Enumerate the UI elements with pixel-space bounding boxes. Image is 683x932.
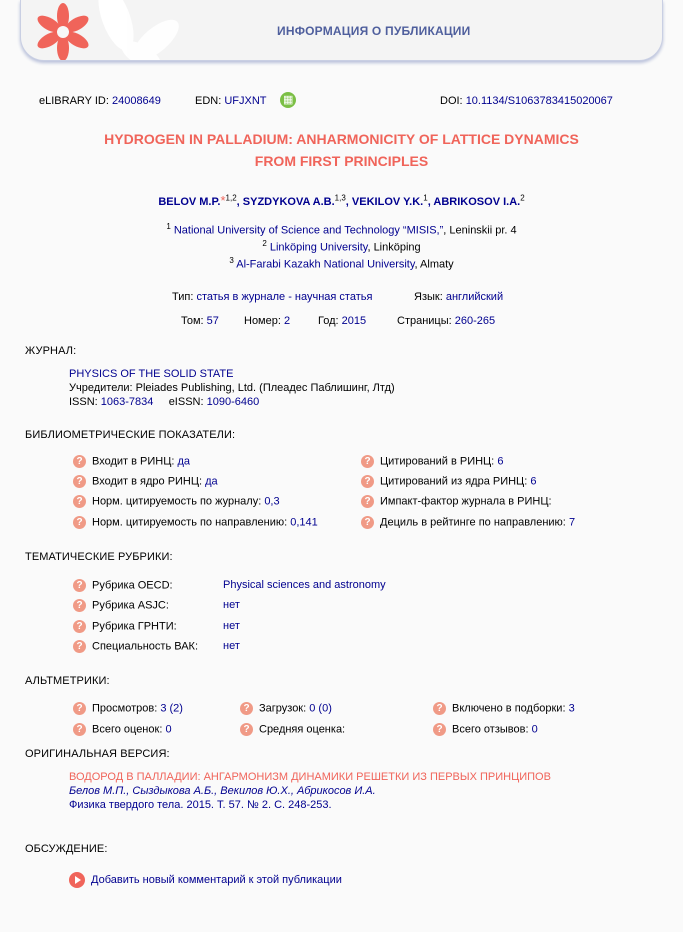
downloads-label: Загрузок: [259, 702, 307, 715]
biblio-value: да [177, 455, 191, 468]
play-arrow-icon[interactable] [69, 872, 85, 888]
corresponding-author-star-icon: * [220, 193, 226, 208]
help-icon[interactable]: ? [361, 516, 374, 529]
affiliation-org-link[interactable]: National University of Science and Technology “MISIS,” [173, 224, 444, 237]
biblio-value[interactable]: 6 [497, 455, 504, 468]
rubric-item [73, 579, 386, 592]
biblio-label: Входит в РИНЦ: [92, 455, 175, 468]
biblio-value: 0,3 [264, 495, 280, 508]
help-icon[interactable]: ? [73, 516, 86, 529]
author-link[interactable]: SYZDYKOVA A.B. [242, 196, 335, 208]
title-line-1: HYDROGEN IN PALLADIUM: ANHARMONICITY OF LATTICE DYNAMICS [104, 131, 579, 147]
num-value[interactable]: 2 [283, 315, 291, 327]
affiliation-place: , Leninskii pr. 4 [443, 224, 517, 237]
author-affil-sup: 1,3 [334, 193, 346, 203]
biblio-item [73, 495, 280, 508]
affiliation-org-link[interactable]: Al-Farabi Kazakh National University [236, 258, 415, 271]
page-header [20, 0, 663, 61]
discussion-heading: ОБСУЖДЕНИЕ: [25, 843, 108, 855]
year-label: Год: [318, 315, 339, 327]
original-title-link[interactable]: ВОДОРОД В ПАЛЛАДИИ: АНГАРМОНИЗМ ДИНАМИКИ РЕШЕТКИ ИЗ ПЕРВЫХ ПРИНЦИПОВ [69, 771, 551, 783]
help-icon[interactable]: ? [361, 475, 374, 488]
altmetric-views [73, 702, 183, 715]
biblio-label: Дециль в рейтинге по направлению: [380, 516, 566, 529]
original-authors: Белов М.П., Сыздыкова А.Б., Векилов Ю.Х., Абрикосов И.А. [69, 785, 376, 797]
elibrary-id-label: eLIBRARY ID: [39, 95, 109, 107]
author-list: BELOV M.P.*$^{1,2}$, SYZDYKOVA A.B.$^{1,3}$, VEKILOV Y.K.$^1$, ABRIKOSOV I.A.$^2$ [158, 193, 525, 208]
language [414, 291, 503, 303]
founders-value: Pleiades Publishing, Ltd. (Плеадес Паблишинг, Лтд) [135, 382, 395, 394]
year-value[interactable]: 2015 [341, 315, 367, 327]
elibrary-id [39, 95, 161, 107]
affiliation [0, 222, 683, 237]
author-link[interactable]: ABRIKOSOV I.A. [433, 196, 521, 208]
help-icon[interactable]: ? [73, 640, 86, 653]
altmetric-average [240, 723, 345, 736]
type-value: статья в журнале - научная статья [196, 291, 373, 303]
help-icon[interactable]: ? [73, 455, 86, 468]
biblio-label: Цитирований в РИНЦ: [380, 455, 495, 468]
num-label: Номер: [244, 315, 281, 327]
publication-type [172, 291, 372, 303]
add-comment-link[interactable] [69, 872, 342, 888]
biblio-label: Входит в ядро РИНЦ: [92, 475, 203, 488]
volume [181, 315, 219, 327]
vol-value[interactable]: 57 [206, 315, 219, 327]
eissn-value: 1090-6460 [206, 396, 260, 408]
help-icon[interactable]: ? [73, 475, 86, 488]
reviews-value: 0 [531, 723, 538, 736]
rubric-value: нет [223, 640, 240, 652]
original-heading: ОРИГИНАЛЬНАЯ ВЕРСИЯ: [25, 748, 170, 760]
biblio-heading: БИБЛИОМЕТРИЧЕСКИЕ ПОКАЗАТЕЛИ: [25, 429, 236, 441]
rubric-item [73, 620, 240, 633]
biblio-value: 7 [568, 516, 576, 529]
altmetric-ratings [73, 723, 172, 736]
rubric-label: Рубрика ГРНТИ: [92, 620, 177, 633]
doi-label: DOI: [440, 95, 463, 107]
ratings-value: 0 [165, 723, 172, 736]
biblio-label: Норм. цитируемость по направлению: [92, 516, 288, 529]
help-icon[interactable]: ? [73, 702, 86, 715]
header-title: ИНФОРМАЦИЯ О ПУБЛИКАЦИИ [277, 24, 471, 38]
rubric-value[interactable]: Physical sciences and astronomy [223, 579, 386, 591]
collections-label: Включено в подборки: [452, 702, 566, 715]
reviews-label: Всего отзывов: [452, 723, 529, 736]
biblio-item [361, 495, 552, 508]
altmetric-reviews [433, 723, 538, 736]
views-label: Просмотров: [92, 702, 158, 715]
biblio-item [73, 455, 190, 468]
help-icon[interactable]: ? [361, 455, 374, 468]
rubric-label: Специальность ВАК: [92, 640, 199, 653]
rubric-value: нет [223, 599, 240, 611]
journal-heading: ЖУРНАЛ: [25, 345, 77, 357]
ratings-label: Всего оценок: [92, 723, 163, 736]
biblio-label: Норм. цитируемость по журналу: [92, 495, 262, 508]
add-comment-label[interactable]: Добавить новый комментарий к этой публикации [91, 873, 342, 886]
edn-label: EDN: [195, 95, 222, 107]
journal-founders [69, 382, 395, 394]
help-icon[interactable]: ? [73, 599, 86, 612]
rubric-label: Рубрика OECD: [92, 579, 173, 592]
altmetric-collections [433, 702, 575, 715]
doi [440, 95, 613, 107]
affiliation-num: 2 [262, 239, 267, 248]
lang-value: английский [445, 291, 504, 303]
affiliation-num: 3 [229, 256, 234, 265]
altmetrics-heading: АЛЬТМЕТРИКИ: [25, 675, 110, 687]
biblio-item [361, 475, 536, 488]
biblio-item [361, 455, 503, 468]
doi-value[interactable]: 10.1134/S1063783415020067 [465, 95, 613, 107]
biblio-label: Цитирований из ядра РИНЦ: [380, 475, 528, 488]
edn-value[interactable]: UFJXNT [224, 95, 267, 107]
affiliation [0, 239, 683, 254]
pages-value: 260-265 [454, 315, 496, 327]
biblio-value: да [205, 475, 218, 488]
biblio-item [73, 475, 218, 488]
author-link[interactable]: BELOV M.P. [158, 196, 221, 208]
eissn-label: eISSN: [168, 396, 204, 408]
help-icon[interactable]: ? [240, 723, 253, 736]
altmetric-downloads [240, 702, 332, 715]
biblio-item [361, 516, 575, 529]
author-link[interactable]: VEKILOV Y.K. [351, 196, 424, 208]
founders-label: Учредители: [69, 382, 133, 394]
rubric-label: Рубрика ASJC: [92, 599, 169, 612]
title-line-2: FROM FIRST PRINCIPLES [254, 153, 429, 169]
affiliation-org-link[interactable]: Linköping University [269, 241, 368, 254]
original-citation[interactable]: Физика твердого тела. 2015. Т. 57. № 2. С. 248-253. [69, 799, 332, 811]
journal-issn [69, 396, 259, 408]
rubric-item [73, 599, 240, 612]
lang-label: Язык: [414, 291, 443, 303]
author-affil-sup: 1 [423, 193, 428, 203]
pages-label: Страницы: [397, 315, 452, 327]
help-icon[interactable]: ? [433, 702, 446, 715]
issue-number [244, 315, 290, 327]
help-icon[interactable]: ? [73, 579, 86, 592]
journal-name-row [69, 368, 233, 380]
avg-label: Средняя оценка: [259, 723, 346, 736]
publication-title [0, 128, 683, 172]
issn-value: 1063-7834 [100, 396, 154, 408]
affiliation [0, 256, 683, 271]
collections-value[interactable]: 3 [568, 702, 575, 715]
help-icon[interactable]: ? [361, 495, 374, 508]
affiliation-num: 1 [166, 222, 171, 231]
help-icon[interactable]: ? [240, 702, 253, 715]
pages [397, 315, 495, 327]
biblio-value[interactable]: 6 [530, 475, 537, 488]
help-icon[interactable]: ? [73, 723, 86, 736]
help-icon[interactable]: ? [433, 723, 446, 736]
author-affil-sup: 2 [520, 193, 525, 203]
edn [195, 95, 267, 107]
type-label: Тип: [172, 291, 194, 303]
help-icon[interactable]: ? [73, 620, 86, 633]
flower-logo-icon [21, 0, 221, 61]
vol-label: Том: [181, 315, 204, 327]
rubrics-heading: ТЕМАТИЧЕСКИЕ РУБРИКИ: [25, 551, 173, 563]
journal-name-link[interactable]: PHYSICS OF THE SOLID STATE [69, 368, 234, 380]
edn-grid-icon[interactable] [280, 92, 296, 108]
help-icon[interactable]: ? [73, 495, 86, 508]
views-value[interactable]: 3 (2) [160, 702, 183, 715]
rubric-item [73, 640, 240, 653]
year [318, 315, 366, 327]
rubric-value: нет [223, 620, 240, 632]
biblio-value: 0,141 [290, 516, 318, 529]
affiliation-place: , Linköping [367, 241, 421, 254]
affiliation-place: , Almaty [414, 258, 454, 271]
issn-label: ISSN: [69, 396, 98, 408]
biblio-label: Импакт-фактор журнала в РИНЦ: [380, 495, 552, 508]
author-affil-sup: 1,2 [225, 193, 237, 203]
downloads-value: 0 (0) [309, 702, 332, 715]
elibrary-id-value[interactable]: 24008649 [111, 95, 161, 107]
biblio-item [73, 516, 318, 529]
